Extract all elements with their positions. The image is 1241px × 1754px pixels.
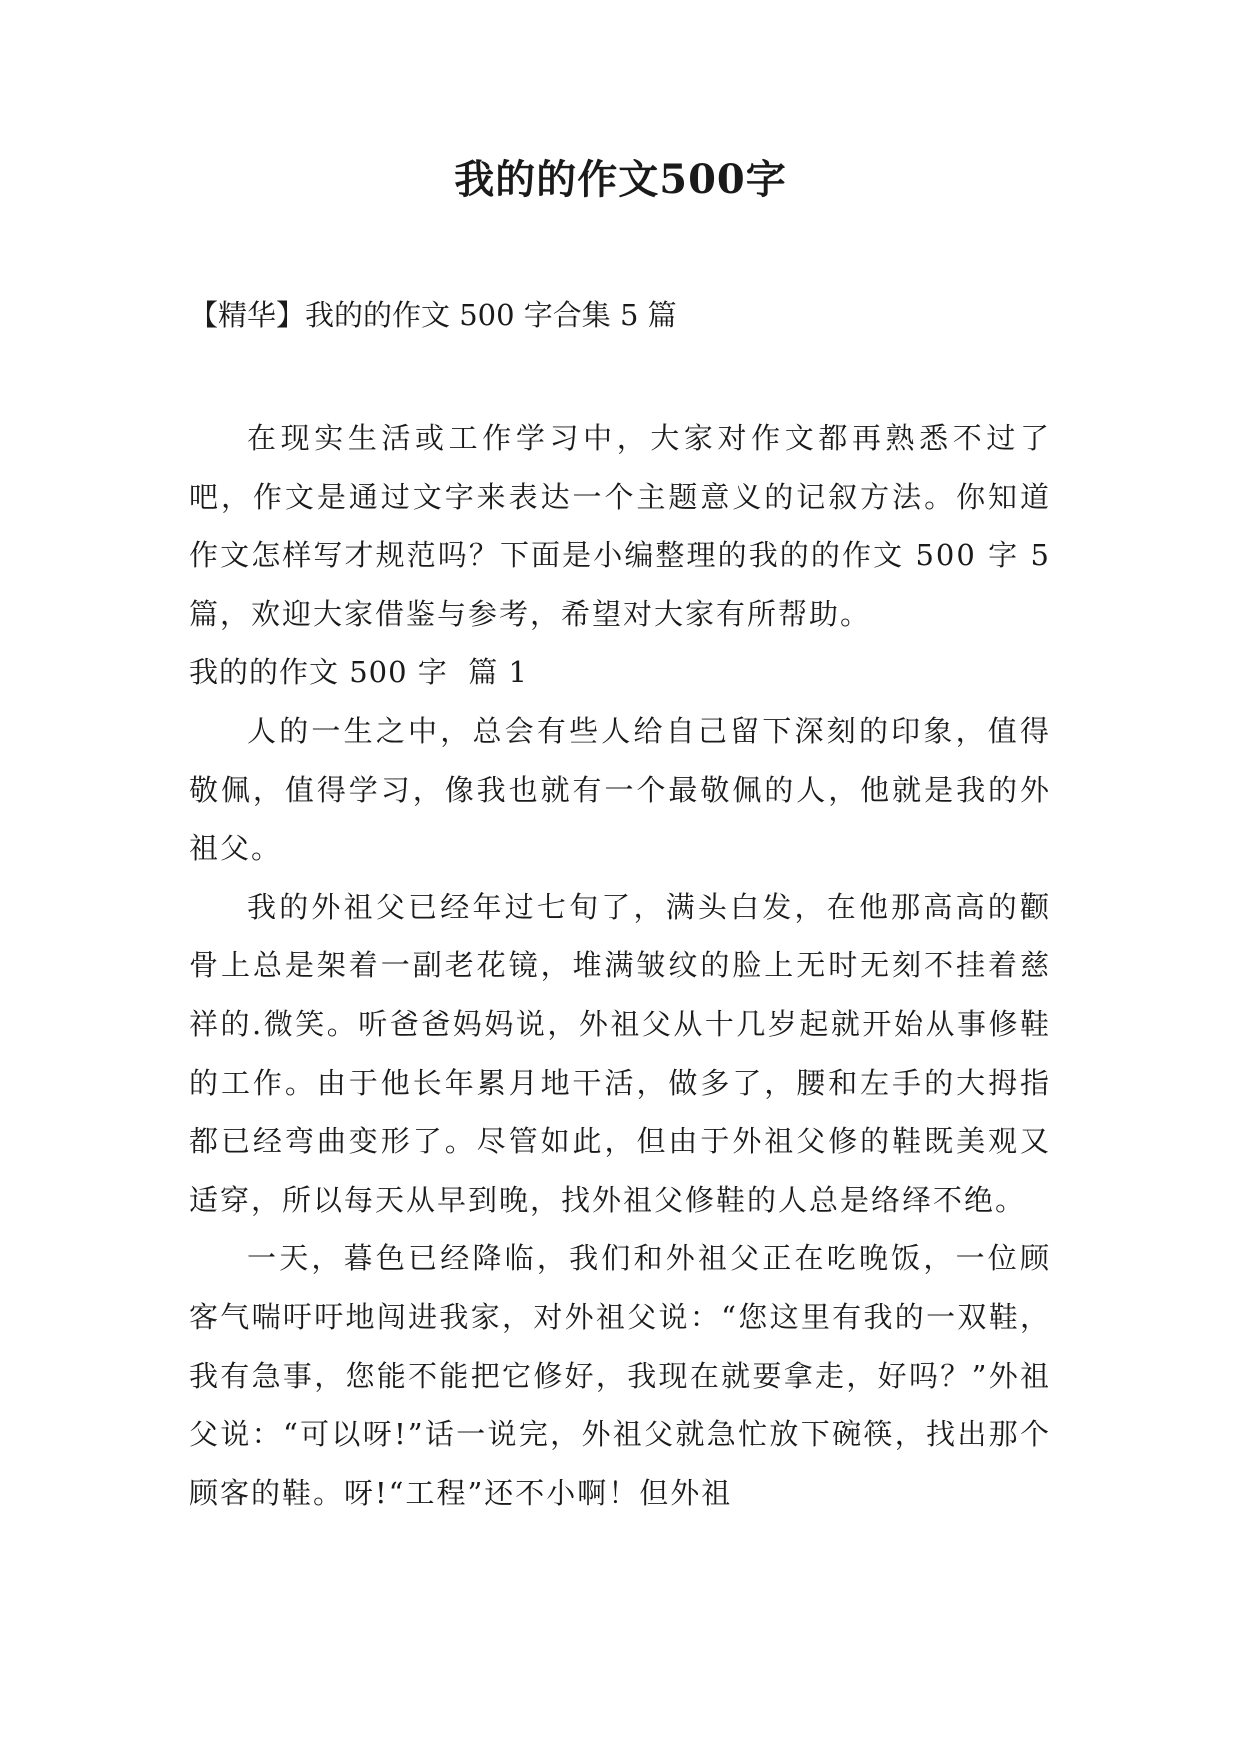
body-paragraph: 人的一生之中，总会有些人给自己留下深刻的印象，值得敬佩，值得学习，像我也就有一个最敬佩的人，他就是我的外祖父。 (189, 713, 1051, 866)
document-title: 我的的作文500字 (454, 156, 787, 203)
document-subtitle: 【精华】我的的作文 500 字合集 5 篇 (189, 298, 677, 332)
section-heading: 我的的作文 500 字 篇 1 (189, 655, 528, 690)
body-paragraph: 我的外祖父已经年过七旬了，满头白发，在他那高高的颧骨上总是架着一副老花镜，堆满皱纹的脸上无时无刻不挂着慈祥的.微笑。听爸爸妈妈说，外祖父从十几岁起就开始从事修鞋的工作。由于他长年累月地干活，做多了，腰和左手的大拇指都已经弯曲变形了。尽管如此，但由于外祖父修的鞋既美观又适穿，所以每天从早到晚，找外祖父修鞋的人总是络绎不绝。 (189, 889, 1051, 1217)
document-body (189, 409, 1051, 1522)
intro-paragraph: 在现实生活或工作学习中，大家对作文都再熟悉不过了吧，作文是通过文字来表达一个主题意义的记叙方法。你知道作文怎样写才规范吗？下面是小编整理的我的的作文 500 字 5 篇，欢迎大家借鉴与参考，希望对大家有所帮助。 (189, 421, 1051, 631)
body-paragraph: 一天，暮色已经降临，我们和外祖父正在吃晚饭，一位顾客气喘吁吁地闯进我家，对外祖父说：“您这里有我的一双鞋，我有急事，您能不能把它修好，我现在就要拿走，好吗？”外祖父说：“可以呀!”话一说完，外祖父就急忙放下碗筷，找出那个顾客的鞋。呀!“工程”还不小啊！但外祖 (189, 1241, 1051, 1510)
